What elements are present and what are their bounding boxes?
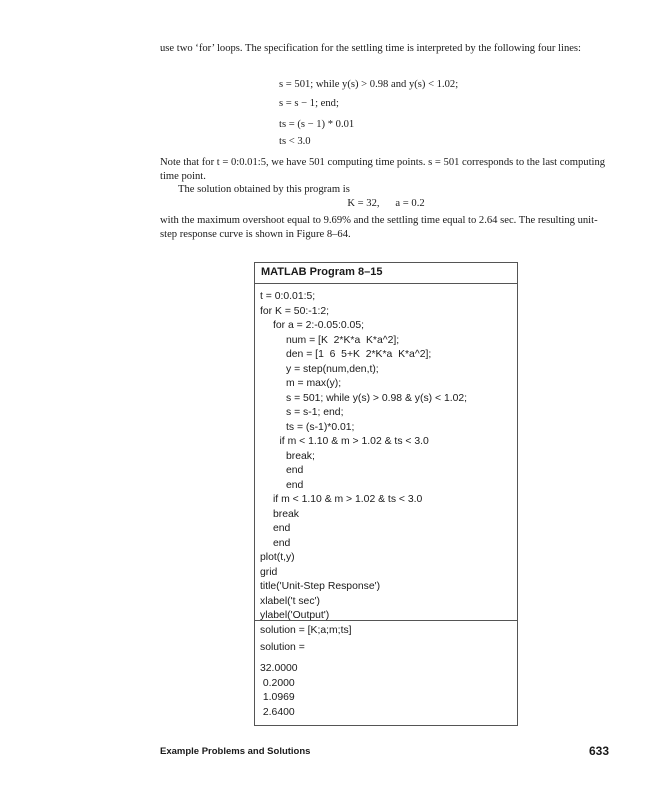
code-line: ts = (s-1)*0.01; xyxy=(286,421,355,433)
code-line: plot(t,y) xyxy=(260,552,295,563)
code-line: end xyxy=(273,523,291,534)
footer-section-title: Example Problems and Solutions xyxy=(160,746,311,757)
code-line: end xyxy=(273,537,291,549)
code-line: if m < 1.10 & m > 1.02 & ts < 3.0 xyxy=(273,494,423,505)
settling-line-3: ts = (s − 1) * 0.01 xyxy=(279,119,355,130)
output-value: 0.2000 xyxy=(260,677,295,689)
code-line: break xyxy=(273,508,299,520)
solution-equation xyxy=(160,198,612,209)
intro-paragraph: use two ‘for’ loops. The specification for the settling time is interpreted by the following four lines: xyxy=(160,43,582,54)
code-line: xlabel('t sec') xyxy=(260,595,320,607)
output-value: 2.6400 xyxy=(260,706,295,718)
code-line: t = 0:0.01:5; xyxy=(260,291,316,302)
solution-intro: The solution obtained by this program is xyxy=(178,184,350,195)
settling-line-2: s = s − 1; end; xyxy=(279,98,339,109)
output-label: solution = xyxy=(260,642,305,653)
code-line: solution = [K;a;m;ts] xyxy=(260,624,352,636)
code-line: s = s-1; end; xyxy=(286,407,344,418)
code-line: for a = 2:-0.05:0.05; xyxy=(273,320,364,331)
note-paragraph: Note that for t = 0:0.01:5, we have 501 computing time points. s = 501 corresponds to the last computing time point. xyxy=(160,157,606,182)
output-value: 32.0000 xyxy=(260,663,298,674)
code-line: den = [1 6 5+K 2*K*a K*a^2]; xyxy=(286,349,432,360)
code-line: end xyxy=(286,465,304,476)
code-line: y = step(num,den,t); xyxy=(286,363,379,375)
code-line: num = [K 2*K*a K*a^2]; xyxy=(286,334,400,346)
result-paragraph: with the maximum overshoot equal to 9.69% and the settling time equal to 2.64 sec. The resulting unit-step response curve is shown in Figure 8–64. xyxy=(160,215,598,240)
output-value: 1.0969 xyxy=(260,692,295,703)
solution-a: a = 0.2 xyxy=(395,198,425,209)
code-line: s = 501; while y(s) > 0.98 & y(s) < 1.02; xyxy=(286,392,468,404)
program-title-bar xyxy=(255,263,517,284)
code-line: for K = 50:-1:2; xyxy=(260,305,330,317)
code-line: break; xyxy=(286,450,315,462)
code-line: if m < 1.10 & m > 1.02 & ts < 3.0 xyxy=(279,436,429,447)
code-line: grid xyxy=(260,566,278,578)
code-line: title('Unit-Step Response') xyxy=(260,581,381,592)
program-title: MATLAB Program 8–15 xyxy=(261,266,383,278)
code-line: ylabel('Output') xyxy=(260,610,330,621)
settling-line-4: ts < 3.0 xyxy=(279,136,311,147)
code-line: m = max(y); xyxy=(286,378,342,389)
code-line: end xyxy=(286,479,304,491)
page-number: 633 xyxy=(588,744,609,758)
matlab-program-box xyxy=(254,262,518,726)
settling-line-1: s = 501; while y(s) > 0.98 and y(s) < 1.02; xyxy=(279,79,459,90)
output-divider xyxy=(255,620,517,621)
solution-k: K = 32, xyxy=(347,198,380,209)
